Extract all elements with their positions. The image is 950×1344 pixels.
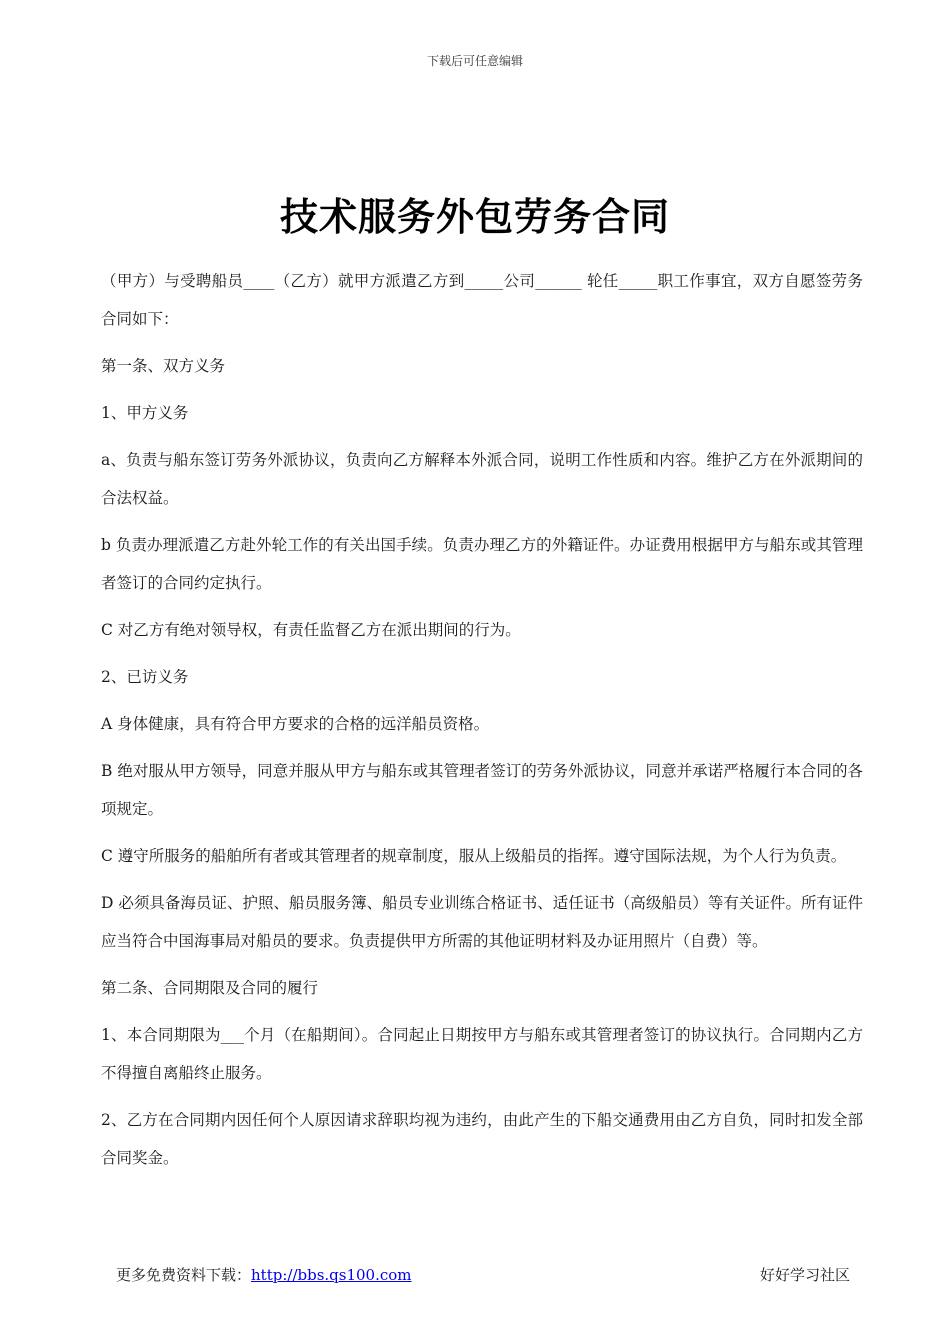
paragraph-clause-b-c: C 遵守所服务的船舶所有者或其管理者的规章制度，服从上级船员的指挥。遵守国际法规，为个人行为负责。: [101, 847, 847, 865]
paragraph-preamble: （甲方）与受聘船员____（乙方）就甲方派遣乙方到_____公司______ 轮任_____职工作事宜，双方自愿签劳务合同如下：: [101, 272, 863, 328]
paragraph-term-1: 1、本合同期限为___个月（在船期间）。合同起止日期按甲方与船东或其管理者签订的协议执行。合同期内乙方不得擅自离船终止服务。: [101, 1026, 863, 1082]
document-body: [101, 262, 863, 1186]
subsection-heading-party-a: 1、甲方义务: [101, 404, 189, 422]
paragraph-clause-b-d: D 必须具备海员证、护照、船员服务簿、船员专业训练合格证书、适任证书（高级船员）等有关证件。所有证件应当符合中国海事局对船员的要求。负责提供甲方所需的其他证明材料及办证用照片（自费）等。: [101, 894, 863, 950]
paragraph-clause-b: b 负责办理派遣乙方赴外轮工作的有关出国手续。负责办理乙方的外籍证件。办证费用根据甲方与船东或其管理者签订的合同约定执行。: [101, 536, 863, 592]
paragraph-term-2: 2、乙方在合同期内因任何个人原因请求辞职均视为违约，由此产生的下船交通费用由乙方自负，同时扣发全部合同奖金。: [101, 1111, 863, 1167]
footer-download-label: 更多免费资料下载：: [116, 1266, 252, 1284]
footer-website-link[interactable]: http://bbs.qs100.com: [251, 1266, 412, 1284]
page-header-note: 下载后可任意编辑: [426, 54, 523, 68]
subsection-heading-party-b: 2、已访义务: [101, 668, 189, 686]
footer-community-name: 好好学习社区: [759, 1266, 850, 1284]
paragraph-clause-c: C 对乙方有绝对领导权，有责任监督乙方在派出期间的行为。: [101, 621, 521, 639]
section-heading-article-1: 第一条、双方义务: [101, 357, 226, 375]
document-title: 技术服务外包劳务合同: [279, 194, 670, 239]
paragraph-clause-b-a: A 身体健康，具有符合甲方要求的合格的远洋船员资格。: [101, 715, 490, 733]
footer-download-note: [116, 1264, 412, 1285]
paragraph-clause-a: a、负责与船东签订劳务外派协议，负责向乙方解释本外派合同，说明工作性质和内容。维护乙方在外派期间的合法权益。: [101, 451, 863, 507]
section-heading-article-2: 第二条、合同期限及合同的履行: [101, 979, 319, 997]
paragraph-clause-b-b: B 绝对服从甲方领导，同意并服从甲方与船东或其管理者签订的劳务外派协议，同意并承诺严格履行本合同的各项规定。: [101, 762, 863, 818]
